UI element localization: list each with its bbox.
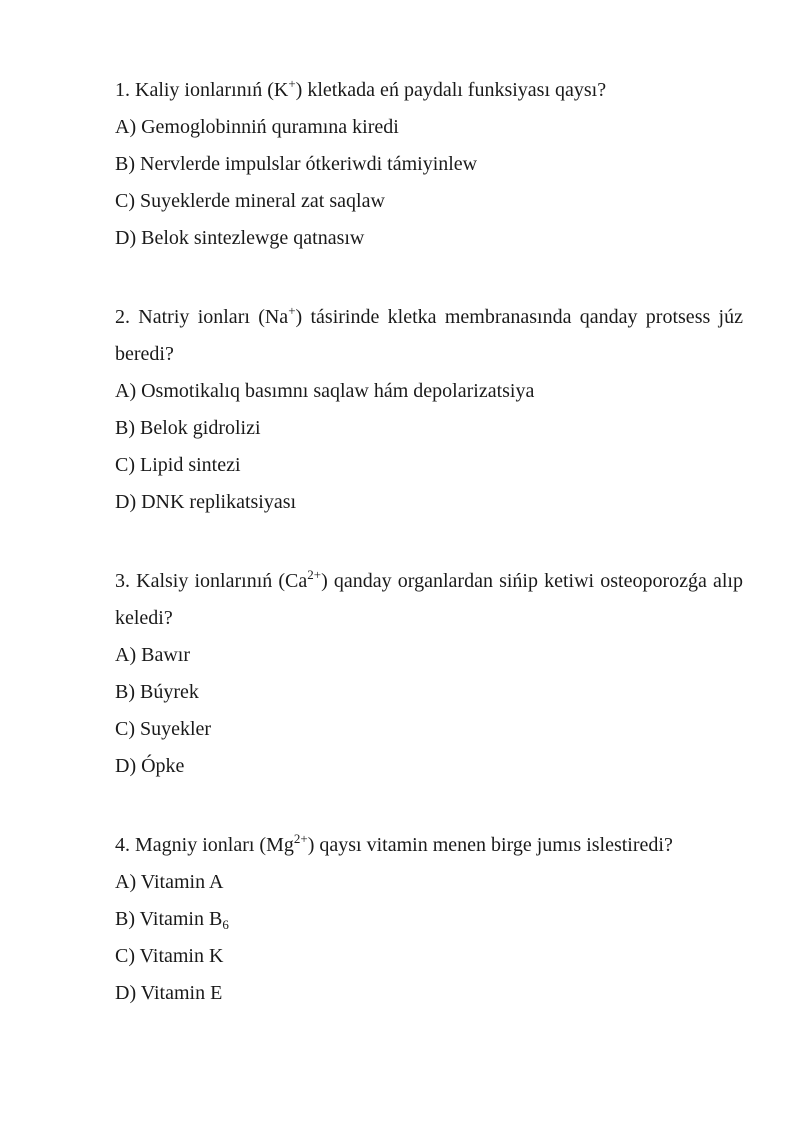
option-c: C) Lipid sintezi	[115, 454, 241, 476]
question-2	[115, 299, 743, 521]
question-stem	[115, 827, 743, 864]
ion-charge: 2+	[307, 567, 322, 582]
stem-text: 3. Kalsiy ionlarınıń (Ca	[115, 570, 308, 592]
option-text: B) Vitamin B	[115, 908, 223, 930]
stem-text: 4. Magniy ionları (Mg	[115, 834, 294, 856]
ion-charge: +	[288, 303, 296, 318]
option-c: C) Vitamin K	[115, 945, 224, 967]
option-c: C) Suyeklerde mineral zat saqlaw	[115, 190, 385, 212]
option-a: A) Bawır	[115, 644, 190, 666]
quiz-document	[115, 72, 743, 1054]
question-4	[115, 827, 743, 1012]
option-a: A) Osmotikalıq basımnı saqlaw hám depolarizatsiya	[115, 380, 535, 402]
question-stem	[115, 299, 743, 373]
option-d: D) Belok sintezlewge qatnasıw	[115, 227, 365, 249]
stem-text: ) qanday organlardan sińip ketiwi osteoporozǵa alıp keledi?	[115, 570, 743, 629]
option-d: D) Ópke	[115, 755, 185, 777]
question-stem	[115, 563, 743, 637]
vitamin-subscript: 6	[222, 917, 229, 932]
option-b: B) Belok gidrolizi	[115, 417, 261, 439]
option-d: D) Vitamin E	[115, 982, 223, 1004]
ion-charge: +	[288, 76, 296, 91]
stem-text: ) kletkada eń paydalı funksiyası qaysı?	[295, 79, 607, 101]
option-b: B) Nervlerde impulslar ótkeriwdi támiyinlew	[115, 153, 478, 175]
ion-charge: 2+	[293, 831, 308, 846]
option-a: A) Gemoglobinniń quramına kiredi	[115, 116, 399, 138]
option-b	[115, 901, 743, 938]
question-1	[115, 72, 743, 257]
stem-text: 1. Kaliy ionlarınıń (K	[115, 79, 289, 101]
option-b: B) Búyrek	[115, 681, 199, 703]
option-a: A) Vitamin A	[115, 871, 224, 893]
question-stem	[115, 72, 743, 109]
question-3	[115, 563, 743, 785]
option-d: D) DNK replikatsiyası	[115, 491, 297, 513]
stem-text: ) tásirinde kletka membranasında qanday protsess júz beredi?	[115, 306, 743, 365]
stem-text: ) qaysı vitamin menen birge jumıs islestiredi?	[307, 834, 673, 856]
option-c: C) Suyekler	[115, 718, 212, 740]
stem-text: 2. Natriy ionları (Na	[115, 306, 289, 328]
